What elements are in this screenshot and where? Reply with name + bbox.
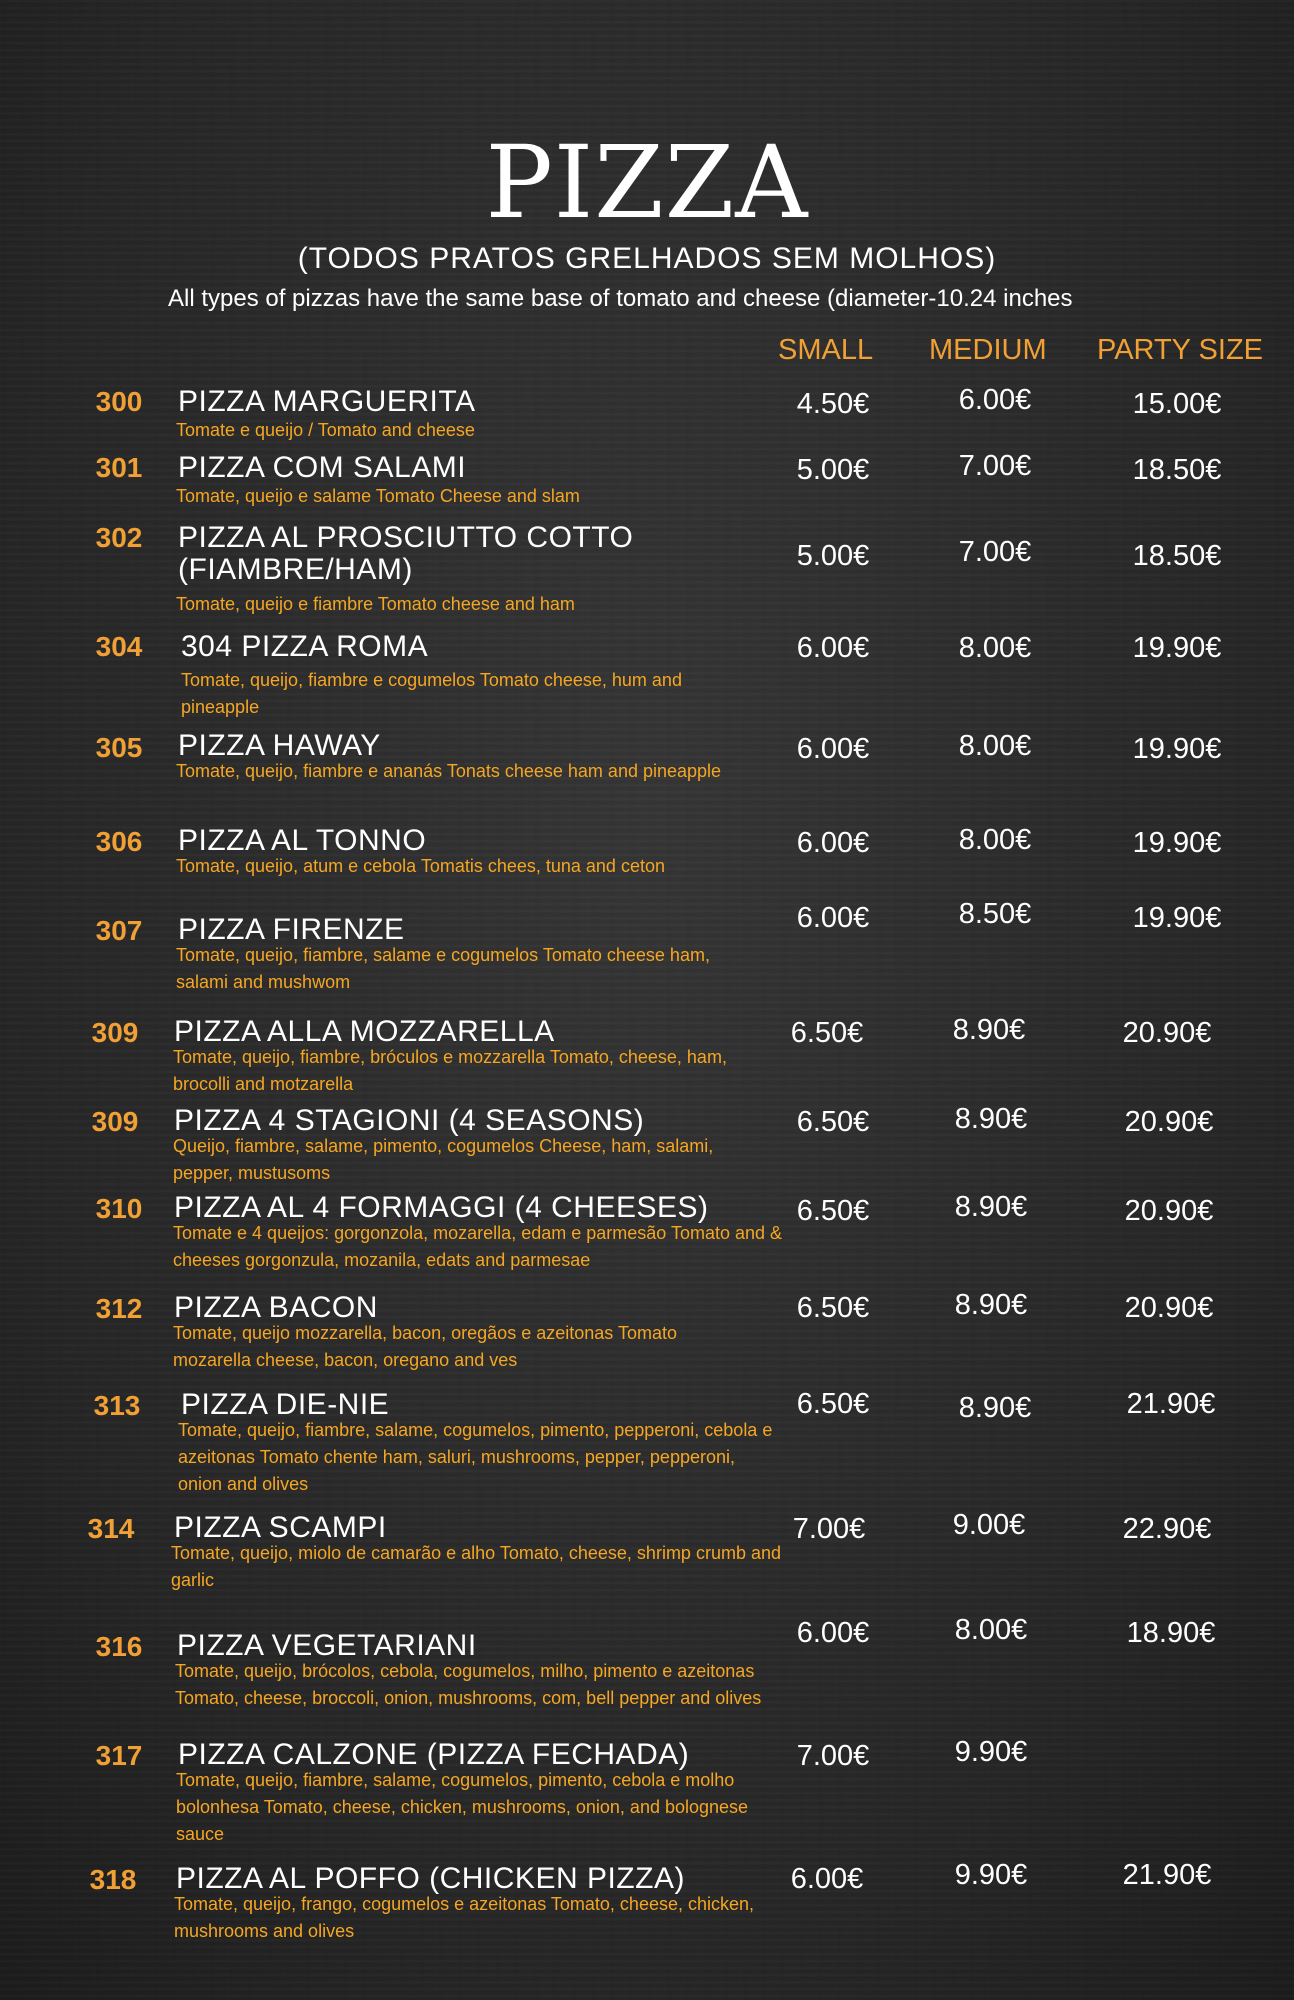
price-medium: 8.90€ bbox=[954, 1191, 1028, 1223]
price-medium: 8.00€ bbox=[958, 632, 1032, 664]
item-name: 304 PIZZA ROMA bbox=[181, 630, 429, 663]
page-title: PIZZA bbox=[485, 124, 809, 241]
price-party: 18.50€ bbox=[1132, 540, 1222, 572]
price-party: 20.90€ bbox=[1124, 1106, 1214, 1138]
price-party: 19.90€ bbox=[1132, 632, 1222, 664]
price-party: 21.90€ bbox=[1126, 1388, 1216, 1420]
item-number: 314 bbox=[87, 1513, 135, 1544]
price-small: 6.00€ bbox=[790, 1863, 864, 1895]
price-medium: 9.00€ bbox=[952, 1509, 1026, 1541]
item-description: Tomate, queijo, frango, cogumelos e azeitonas Tomato, cheese, chicken, mushrooms and olives bbox=[174, 1894, 755, 1941]
item-name: PIZZA VEGETARIANI bbox=[177, 1629, 477, 1662]
price-small: 6.50€ bbox=[796, 1292, 870, 1324]
price-medium: 9.90€ bbox=[954, 1859, 1028, 1891]
price-medium: 7.00€ bbox=[958, 536, 1032, 568]
price-small: 6.50€ bbox=[796, 1195, 870, 1227]
price-small: 7.00€ bbox=[796, 1740, 870, 1772]
price-small: 5.00€ bbox=[796, 454, 870, 486]
item-number: 312 bbox=[95, 1293, 143, 1324]
column-header-small: SMALL bbox=[778, 334, 874, 366]
price-party: 20.90€ bbox=[1122, 1017, 1212, 1049]
item-description: Tomate, queijo, fiambre e ananás Tonats cheese ham and pineapple bbox=[176, 761, 722, 781]
price-party: 15.00€ bbox=[1132, 388, 1222, 420]
price-party: 20.90€ bbox=[1124, 1195, 1214, 1227]
item-description: Queijo, fiambre, salame, pimento, cogumelos Cheese, ham, salami, pepper, mustusoms bbox=[173, 1136, 714, 1183]
item-description: Tomate, queijo e salame Tomato Cheese and slam bbox=[176, 486, 580, 506]
price-medium: 8.90€ bbox=[954, 1289, 1028, 1321]
price-medium: 8.00€ bbox=[954, 1614, 1028, 1646]
price-medium: 7.00€ bbox=[958, 450, 1032, 482]
item-number: 310 bbox=[95, 1193, 143, 1224]
price-medium: 9.90€ bbox=[954, 1736, 1028, 1768]
item-number: 309 bbox=[91, 1017, 139, 1048]
price-party: 20.90€ bbox=[1124, 1292, 1214, 1324]
price-medium: 8.90€ bbox=[958, 1392, 1032, 1424]
item-number: 316 bbox=[95, 1631, 143, 1662]
item-description: Tomate, queijo, fiambre e cogumelos Tomato cheese, hum and pineapple bbox=[181, 670, 682, 717]
item-number: 307 bbox=[95, 915, 143, 946]
price-party: 18.50€ bbox=[1132, 454, 1222, 486]
price-small: 6.50€ bbox=[790, 1017, 864, 1049]
item-description: Tomate, queijo, fiambre, salame e cogumelos Tomato cheese ham, salami and mushwom bbox=[176, 945, 710, 992]
item-name: PIZZA MARGUERITA bbox=[178, 385, 476, 418]
column-header-medium: MEDIUM bbox=[929, 334, 1047, 366]
item-description: Tomate, queijo, fiambre, salame, cogumelos, pimento, cebola e molho bolonhesa Tomato, cheese, chicken, mushrooms, onion, and bolognese sauce bbox=[176, 1770, 749, 1844]
price-small: 6.00€ bbox=[796, 1617, 870, 1649]
item-description: Tomate, queijo, fiambre, salame, cogumelos, pimento, pepperoni, cebola e azeitonas Tomato chente ham, saluri, mushrooms, pepper, pepperoni, onion and olives bbox=[178, 1420, 773, 1494]
price-party: 22.90€ bbox=[1122, 1513, 1212, 1545]
item-number: 302 bbox=[95, 522, 143, 553]
item-number: 309 bbox=[91, 1106, 139, 1137]
item-name: PIZZA FIRENZE bbox=[178, 913, 405, 946]
price-small: 6.00€ bbox=[796, 827, 870, 859]
item-name: PIZZA AL TONNO bbox=[178, 824, 427, 857]
price-medium: 8.90€ bbox=[952, 1014, 1026, 1046]
item-number: 306 bbox=[95, 826, 143, 857]
price-party: 21.90€ bbox=[1122, 1859, 1212, 1891]
price-party: 19.90€ bbox=[1132, 827, 1222, 859]
item-name: PIZZA AL POFFO (CHICKEN PIZZA) bbox=[176, 1862, 685, 1895]
item-number: 313 bbox=[93, 1390, 141, 1421]
item-description: Tomate, queijo mozzarella, bacon, oregãos e azeitonas Tomato mozarella cheese, bacon, oregano and ves bbox=[173, 1323, 677, 1370]
item-number: 318 bbox=[89, 1864, 137, 1895]
item-name: PIZZA SCAMPI bbox=[174, 1511, 387, 1544]
item-name: PIZZA AL 4 FORMAGGI (4 CHEESES) bbox=[174, 1191, 709, 1224]
price-small: 5.00€ bbox=[796, 540, 870, 572]
item-name: PIZZA 4 STAGIONI (4 SEASONS) bbox=[174, 1104, 645, 1137]
price-party: 19.90€ bbox=[1132, 733, 1222, 765]
price-small: 6.50€ bbox=[796, 1106, 870, 1138]
item-number: 301 bbox=[95, 452, 143, 483]
price-party: 19.90€ bbox=[1132, 902, 1222, 934]
item-description: Tomate, queijo, fiambre, bróculos e mozzarella Tomato, cheese, ham, brocolli and motzarella bbox=[173, 1047, 727, 1094]
price-medium: 8.90€ bbox=[954, 1103, 1028, 1135]
price-medium: 8.00€ bbox=[958, 824, 1032, 856]
item-name: PIZZA HAWAY bbox=[178, 729, 381, 762]
price-small: 6.00€ bbox=[796, 733, 870, 765]
price-party: 18.90€ bbox=[1126, 1617, 1216, 1649]
page-subtitle: (TODOS PRATOS GRELHADOS SEM MOLHOS) bbox=[297, 242, 997, 275]
price-small: 6.50€ bbox=[796, 1388, 870, 1420]
price-small: 6.00€ bbox=[796, 902, 870, 934]
price-small: 6.00€ bbox=[796, 632, 870, 664]
item-description: Tomate, queijo, brócolos, cebola, cogumelos, milho, pimento e azeitonas Tomato, cheese, broccoli, onion, mushrooms, com, bell pepper and olives bbox=[175, 1661, 762, 1708]
item-name: PIZZA COM SALAMI bbox=[178, 451, 467, 484]
item-description: Tomate, queijo, miolo de camarão e alho Tomato, cheese, shrimp crumb and garlic bbox=[171, 1543, 781, 1590]
item-number: 300 bbox=[95, 386, 143, 417]
item-description: Tomate e queijo / Tomato and cheese bbox=[176, 420, 475, 440]
item-name: PIZZA AL PROSCIUTTO COTTO (FIAMBRE/HAM) bbox=[178, 521, 634, 586]
item-number: 304 bbox=[95, 631, 143, 662]
item-name: PIZZA DIE-NIE bbox=[181, 1388, 390, 1421]
item-name: PIZZA BACON bbox=[174, 1291, 378, 1324]
item-description: Tomate, queijo, atum e cebola Tomatis chees, tuna and ceton bbox=[176, 856, 665, 876]
base-note: All types of pizzas have the same base of tomato and cheese (diameter-10.24 inches bbox=[168, 285, 1073, 312]
item-number: 317 bbox=[95, 1740, 143, 1771]
item-number: 305 bbox=[95, 732, 143, 763]
price-small: 4.50€ bbox=[796, 388, 870, 420]
price-medium: 6.00€ bbox=[958, 384, 1032, 416]
item-description: Tomate, queijo e fiambre Tomato cheese and ham bbox=[176, 594, 575, 614]
price-medium: 8.00€ bbox=[958, 730, 1032, 762]
item-description: Tomate e 4 queijos: gorgonzola, mozarella, edam e parmesão Tomato and & cheeses gorgonzula, mozanila, edats and parmesae bbox=[173, 1223, 783, 1270]
price-medium: 8.50€ bbox=[958, 898, 1032, 930]
column-header-party: PARTY SIZE bbox=[1097, 334, 1263, 366]
item-name: PIZZA ALLA MOZZARELLA bbox=[174, 1015, 555, 1048]
item-name: PIZZA CALZONE (PIZZA FECHADA) bbox=[178, 1738, 690, 1771]
price-small: 7.00€ bbox=[792, 1513, 866, 1545]
